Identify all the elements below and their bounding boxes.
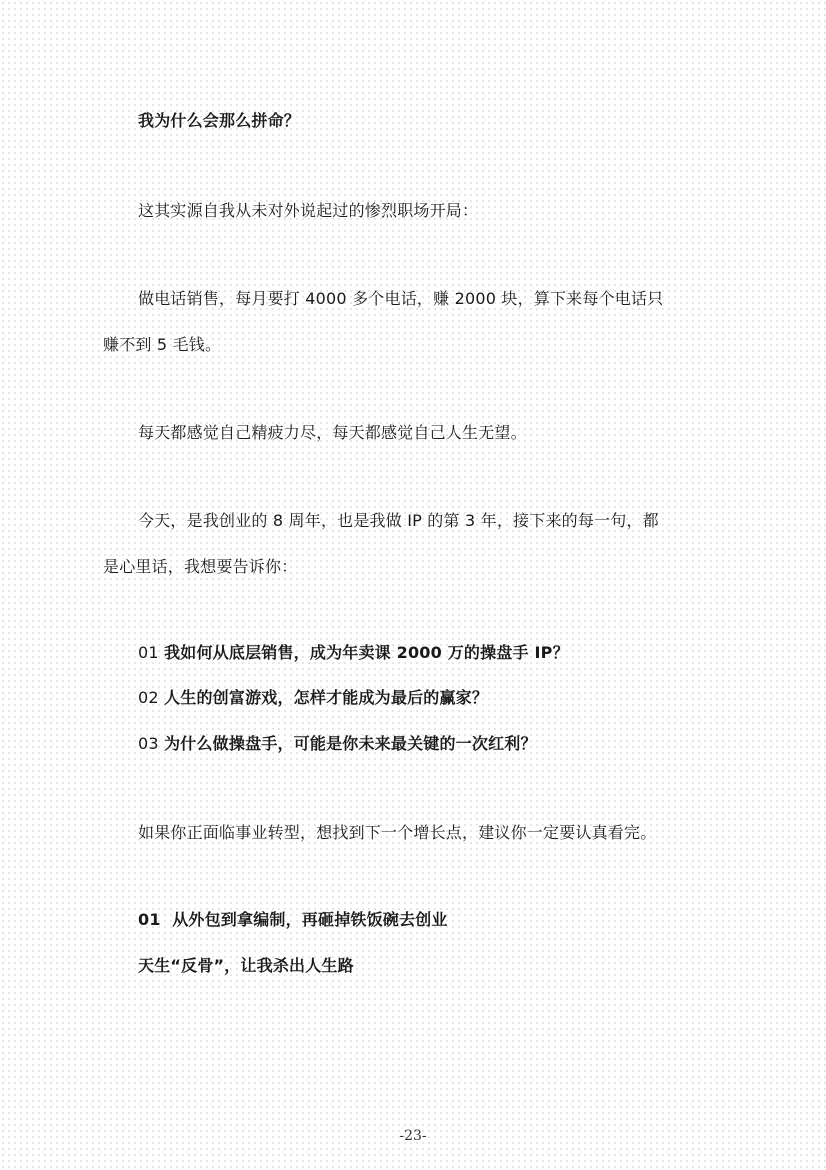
list-item-number: 02: [138, 688, 159, 707]
paragraph-phone-line-1: 做电话销售，每月要打 4000 多个电话，赚 2000 块，算下来每个电话只: [138, 289, 664, 308]
paragraph-tired: 每天都感觉自己精疲力尽，每天都感觉自己人生无望。: [138, 423, 527, 442]
list-item-text: 为什么做操盘手，可能是你未来最关键的一次红利？: [164, 734, 537, 753]
paragraph-today-line-1: 今天，是我创业的 8 周年，也是我做 IP 的第 3 年，接下来的每一句，都: [138, 511, 659, 530]
page-number: -23-: [399, 1128, 427, 1144]
list-item: [138, 642, 569, 664]
list-item: [138, 687, 488, 709]
section-title-line-1: 01 从外包到拿编制，再砸掉铁饭碗去创业: [138, 910, 448, 929]
paragraph-phone-line-2: 赚不到 5 毛钱。: [103, 335, 222, 354]
paragraph-suggest: 如果你正面临事业转型，想找到下一个增长点，建议你一定要认真看完。: [138, 823, 657, 842]
section-title-line-2: 天生“反骨”，让我杀出人生路: [138, 956, 354, 975]
paragraph-origin: 这其实源自我从未对外说起过的惨烈职场开局：: [138, 201, 479, 220]
list-item: [138, 733, 537, 755]
list-item-number: 03: [138, 734, 159, 753]
heading-why: 我为什么会那么拼命？: [138, 111, 301, 130]
paragraph-today-line-2: 是心里话，我想要告诉你：: [103, 557, 298, 576]
list-item-text: 人生的创富游戏，怎样才能成为最后的赢家？: [164, 688, 489, 707]
list-item-number: 01: [138, 643, 159, 662]
list-item-text: 我如何从底层销售，成为年卖课 2000 万的操盘手 IP？: [164, 643, 569, 662]
